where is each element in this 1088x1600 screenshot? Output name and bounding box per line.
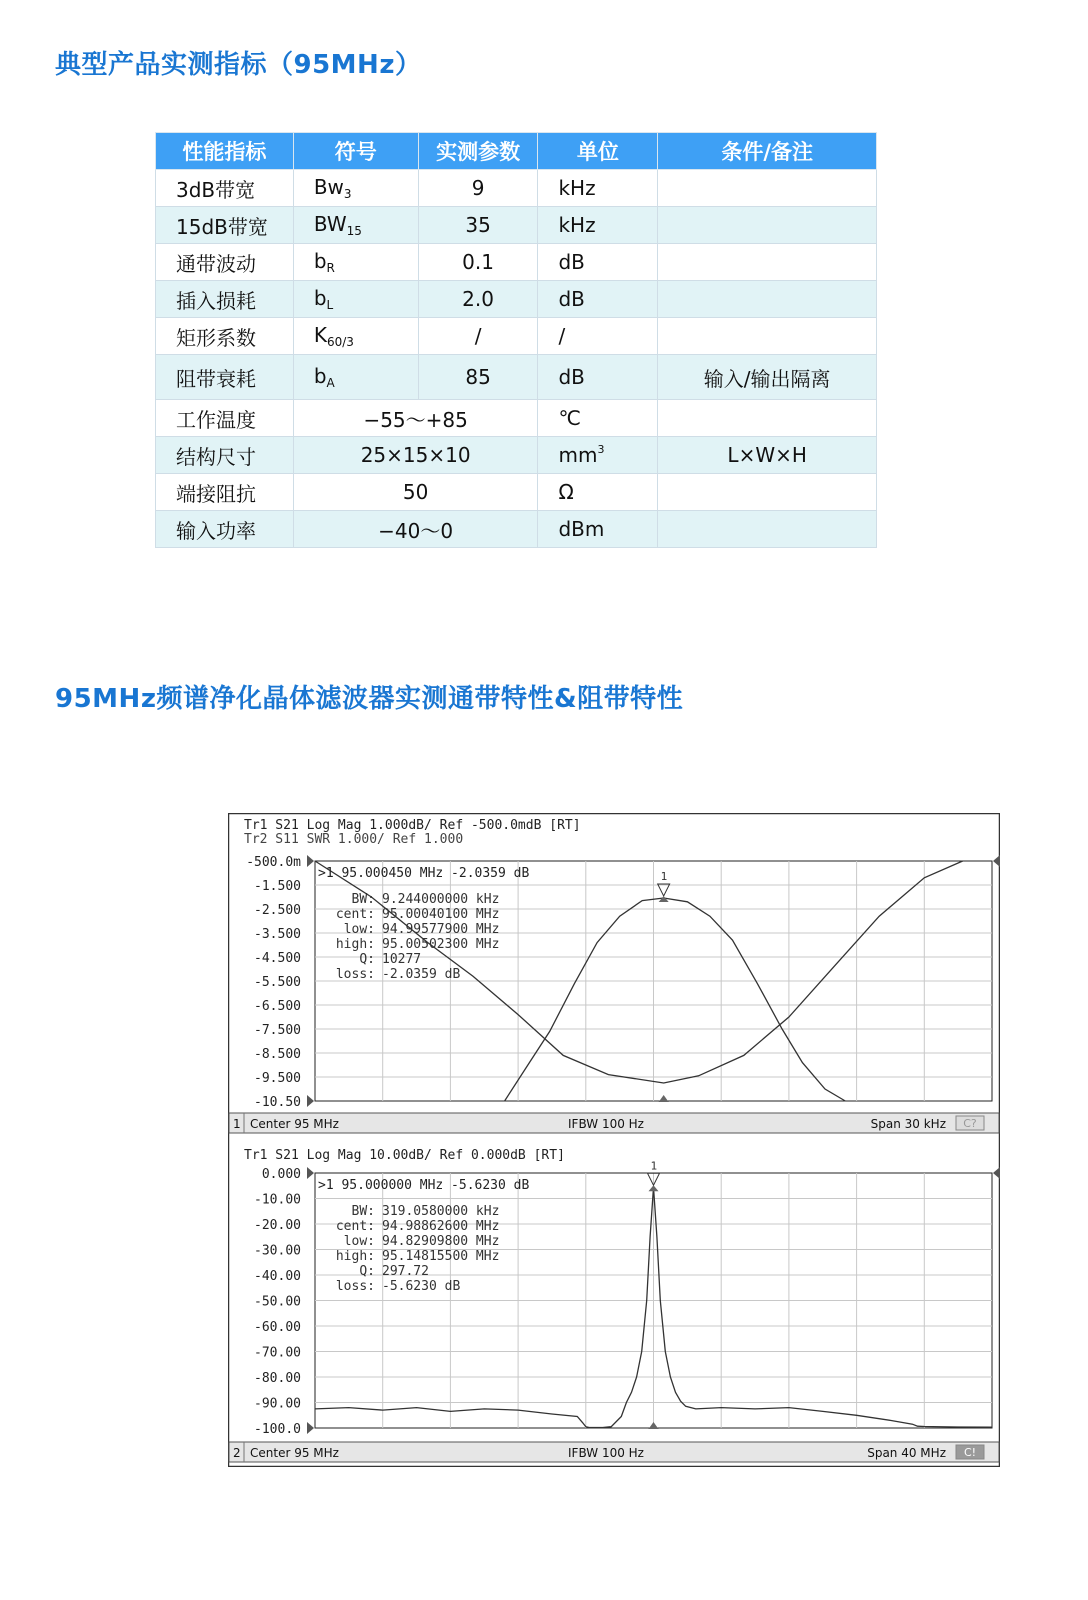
unit-text: Ω bbox=[558, 480, 574, 504]
channel-status-text: C! bbox=[963, 1446, 977, 1459]
param-symbol bbox=[293, 170, 418, 207]
y-tick-label: -10.00 bbox=[254, 1192, 301, 1208]
y-tick-label: -9.500 bbox=[254, 1071, 301, 1086]
unit bbox=[538, 474, 658, 511]
unit-text: mm bbox=[558, 443, 598, 467]
note bbox=[658, 244, 877, 281]
param-symbol bbox=[293, 207, 418, 244]
y-tick-label: -6.500 bbox=[254, 999, 301, 1014]
footer-ifbw: IFBW 100 Hz bbox=[568, 1446, 644, 1460]
param-name: 插入损耗 bbox=[156, 281, 294, 318]
marker-stat-value: 9.244000000 kHz bbox=[382, 892, 500, 907]
measured-value: / bbox=[418, 318, 538, 355]
table-row bbox=[156, 400, 877, 437]
marker-stat-value: 94.99577900 MHz bbox=[382, 922, 500, 937]
symbol-text: Bw bbox=[313, 175, 344, 199]
param-name: 结构尺寸 bbox=[156, 437, 294, 474]
symbol-subscript: 60/3 bbox=[326, 335, 354, 349]
note bbox=[658, 474, 877, 511]
marker-stat-key: loss: bbox=[335, 1279, 375, 1294]
channel-number: 1 bbox=[233, 1117, 241, 1131]
table-row bbox=[156, 170, 877, 207]
symbol-subscript: A bbox=[326, 376, 335, 390]
table-row bbox=[156, 437, 877, 474]
spec-table bbox=[155, 132, 877, 548]
y-tick-label: -5.500 bbox=[254, 975, 301, 990]
marker-stat-key: cent: bbox=[335, 907, 375, 922]
vna-screenshot bbox=[228, 813, 1000, 1467]
footer-center: Center 95 MHz bbox=[250, 1117, 339, 1131]
unit-superscript: 3 bbox=[597, 443, 605, 456]
footer-span: Span 30 kHz bbox=[870, 1117, 946, 1131]
unit-text: ℃ bbox=[558, 406, 581, 430]
unit-text: / bbox=[558, 324, 566, 348]
y-tick-label: -2.500 bbox=[254, 903, 301, 918]
table-row bbox=[156, 207, 877, 244]
note: L×W×H bbox=[658, 437, 877, 474]
y-tick-label: -60.00 bbox=[254, 1320, 301, 1335]
table-row bbox=[156, 511, 877, 548]
marker-stat-key: low: bbox=[343, 1234, 375, 1249]
param-name: 输入功率 bbox=[156, 511, 294, 548]
param-symbol bbox=[293, 318, 418, 355]
y-tick-label: -50.00 bbox=[254, 1294, 301, 1310]
marker-stat-value: 95.14815500 MHz bbox=[382, 1249, 500, 1264]
symbol-text: BW bbox=[313, 212, 347, 236]
table-row bbox=[156, 281, 877, 318]
measured-value: 50 bbox=[293, 474, 538, 511]
measured-value: −40～0 bbox=[293, 511, 538, 548]
y-tick-label: -1.500 bbox=[254, 879, 301, 894]
marker-stat-key: BW: bbox=[351, 892, 375, 907]
param-name: 端接阻抗 bbox=[156, 474, 294, 511]
unit bbox=[538, 207, 658, 244]
marker-stat-value: -2.0359 dB bbox=[382, 967, 461, 982]
spec-title: 典型产品实测指标（95MHz） bbox=[55, 50, 422, 80]
table-row bbox=[156, 474, 877, 511]
y-tick-label: -4.500 bbox=[254, 951, 301, 966]
header-cell: 符号 bbox=[293, 133, 418, 170]
param-symbol bbox=[293, 355, 418, 400]
symbol-subscript: R bbox=[326, 261, 335, 275]
table-row bbox=[156, 244, 877, 281]
table-row bbox=[156, 318, 877, 355]
symbol-subscript: 3 bbox=[343, 187, 352, 201]
marker-stat-key: Q: bbox=[359, 952, 375, 967]
symbol-subscript: L bbox=[326, 298, 334, 312]
note bbox=[658, 170, 877, 207]
spec-table-header bbox=[156, 133, 877, 170]
measured-value: 9 bbox=[418, 170, 538, 207]
note bbox=[658, 281, 877, 318]
header-cell: 单位 bbox=[538, 133, 658, 170]
note bbox=[658, 207, 877, 244]
unit-text: dB bbox=[558, 250, 585, 274]
footer-center: Center 95 MHz bbox=[250, 1446, 339, 1460]
y-tick-label: -3.500 bbox=[254, 927, 301, 942]
unit bbox=[538, 437, 658, 474]
channel-status-text: C? bbox=[963, 1117, 977, 1130]
unit-text: kHz bbox=[558, 213, 596, 237]
trace-header: Tr1 S21 Log Mag 1.000dB/ Ref -500.0mdB [RT] bbox=[244, 818, 581, 833]
y-tick-label: -90.00 bbox=[254, 1396, 301, 1412]
y-tick-label: -500.0m bbox=[246, 855, 301, 870]
y-tick-label: -40.00 bbox=[254, 1269, 301, 1284]
header-cell: 实测参数 bbox=[418, 133, 538, 170]
marker-stat-value: 95.00040100 MHz bbox=[382, 907, 500, 922]
marker-stat-value: 297.72 bbox=[382, 1264, 429, 1279]
param-name: 工作温度 bbox=[156, 400, 294, 437]
note: 输入/输出隔离 bbox=[658, 355, 877, 400]
symbol-text: K bbox=[313, 323, 327, 347]
marker-stat-value: 94.98862600 MHz bbox=[382, 1219, 500, 1234]
unit bbox=[538, 355, 658, 400]
unit bbox=[538, 170, 658, 207]
trace-header: Tr1 S21 Log Mag 10.00dB/ Ref 0.000dB [RT] bbox=[244, 1148, 565, 1163]
trace-header-2: Tr2 S11 SWR 1.000/ Ref 1.000 bbox=[244, 832, 464, 847]
y-tick-label: -80.00 bbox=[254, 1371, 301, 1386]
marker-readout: >1 95.000000 MHz -5.6230 dB bbox=[318, 1178, 530, 1193]
symbol-text: b bbox=[313, 364, 327, 388]
param-name: 15dB带宽 bbox=[156, 207, 294, 244]
unit-text: dB bbox=[558, 287, 585, 311]
marker-readout: >1 95.000450 MHz -2.0359 dB bbox=[318, 866, 530, 881]
y-tick-label: -8.500 bbox=[254, 1047, 301, 1062]
y-tick-label: -70.00 bbox=[254, 1345, 301, 1361]
param-name: 矩形系数 bbox=[156, 318, 294, 355]
measured-value: 85 bbox=[418, 355, 538, 400]
y-tick-label: -7.500 bbox=[254, 1023, 301, 1038]
marker-stat-key: loss: bbox=[335, 967, 375, 982]
measured-value: 35 bbox=[418, 207, 538, 244]
marker-stat-key: high: bbox=[335, 1249, 375, 1264]
param-symbol bbox=[293, 281, 418, 318]
measured-value: 0.1 bbox=[418, 244, 538, 281]
y-tick-label: -10.50 bbox=[254, 1095, 301, 1110]
marker-number: 1 bbox=[650, 1159, 658, 1173]
measured-value: 2.0 bbox=[418, 281, 538, 318]
param-name: 3dB带宽 bbox=[156, 170, 294, 207]
param-name: 阻带衰耗 bbox=[156, 355, 294, 400]
symbol-text: b bbox=[313, 249, 327, 273]
marker-stat-key: low: bbox=[343, 922, 375, 937]
marker-stat-key: cent: bbox=[335, 1219, 375, 1234]
vna-display bbox=[228, 813, 1000, 1467]
marker-stat-value: -5.6230 dB bbox=[382, 1279, 461, 1294]
marker-stat-key: BW: bbox=[351, 1204, 375, 1219]
channel-number: 2 bbox=[233, 1446, 241, 1460]
footer-span: Span 40 MHz bbox=[867, 1446, 946, 1460]
unit bbox=[538, 281, 658, 318]
param-symbol bbox=[293, 244, 418, 281]
measured-value: 25×15×10 bbox=[293, 437, 538, 474]
footer-ifbw: IFBW 100 Hz bbox=[568, 1117, 644, 1131]
unit-text: dB bbox=[558, 365, 585, 389]
marker-stat-value: 319.0580000 kHz bbox=[382, 1204, 500, 1219]
chart-section-title: 95MHz频谱净化晶体滤波器实测通带特性&阻带特性 bbox=[55, 684, 684, 714]
unit bbox=[538, 511, 658, 548]
note bbox=[658, 318, 877, 355]
marker-stat-value: 10277 bbox=[382, 952, 422, 967]
unit bbox=[538, 318, 658, 355]
unit bbox=[538, 244, 658, 281]
marker-stat-value: 95.00502300 MHz bbox=[382, 937, 500, 952]
note bbox=[658, 400, 877, 437]
y-tick-label: -30.00 bbox=[254, 1243, 301, 1259]
marker-stat-key: high: bbox=[335, 937, 375, 952]
param-name: 通带波动 bbox=[156, 244, 294, 281]
header-cell: 条件/备注 bbox=[658, 133, 877, 170]
marker-stat-key: Q: bbox=[359, 1264, 375, 1279]
header-cell: 性能指标 bbox=[156, 133, 294, 170]
unit bbox=[538, 400, 658, 437]
table-row bbox=[156, 355, 877, 400]
measured-value: −55～+85 bbox=[293, 400, 538, 437]
unit-text: kHz bbox=[558, 176, 596, 200]
y-tick-label: -100.0 bbox=[254, 1422, 301, 1437]
symbol-subscript: 15 bbox=[346, 224, 362, 238]
symbol-text: b bbox=[313, 286, 327, 310]
y-tick-label: -20.00 bbox=[254, 1218, 301, 1233]
note bbox=[658, 511, 877, 548]
unit-text: dBm bbox=[558, 517, 605, 541]
marker-number: 1 bbox=[660, 869, 668, 883]
y-tick-label: 0.000 bbox=[261, 1167, 301, 1182]
marker-stat-value: 94.82909800 MHz bbox=[382, 1234, 500, 1249]
